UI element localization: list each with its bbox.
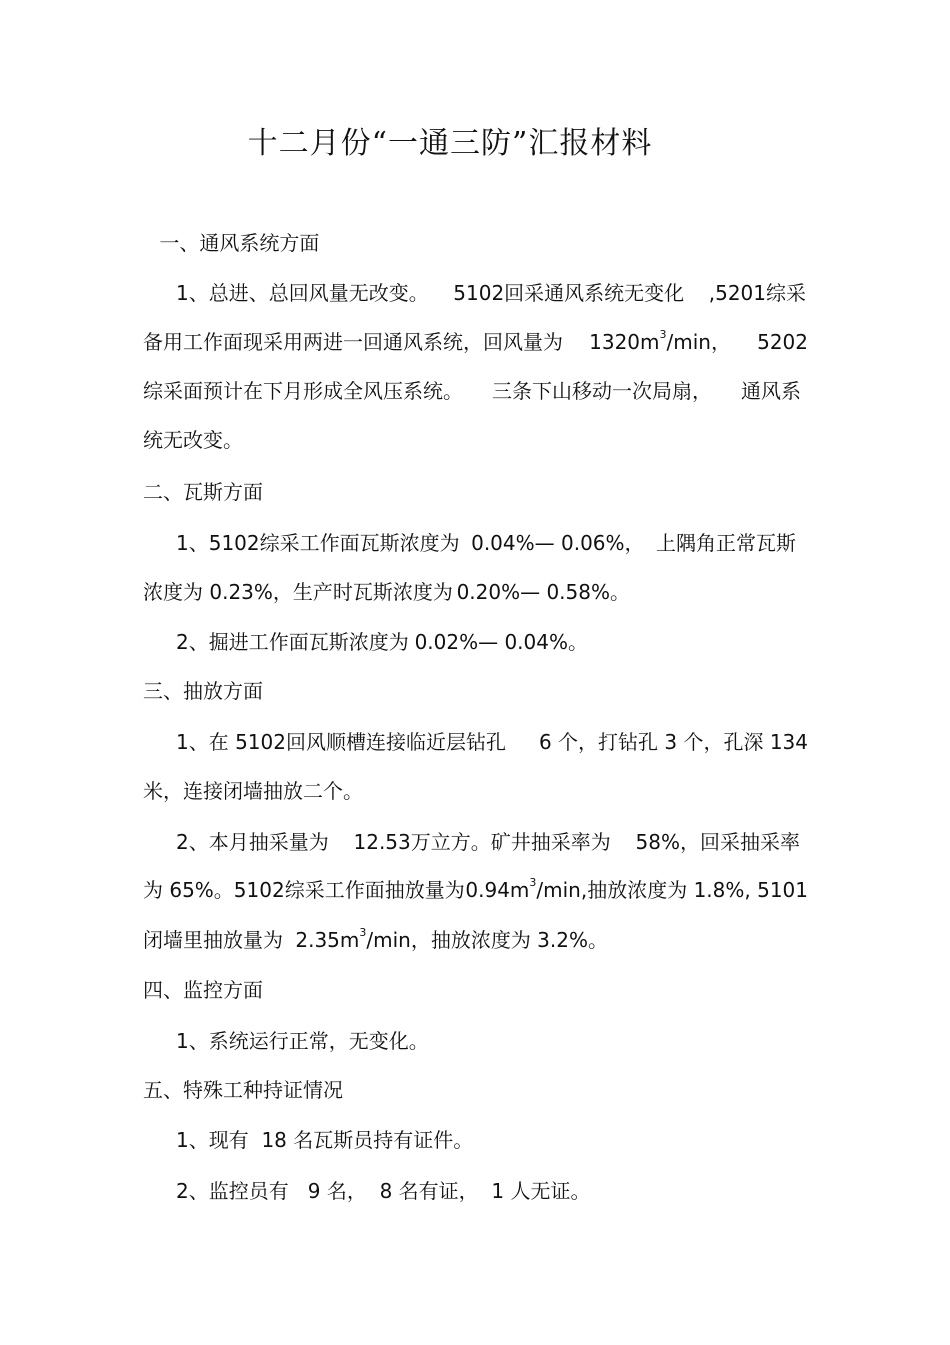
paragraph-line: 1、现有 18 名瓦斯员持有证件。: [176, 1128, 474, 1152]
section-heading-ventilation: 一、通风系统方面: [153, 231, 320, 255]
text-segment: 12.53万立方。矿井抽采率为: [353, 830, 611, 854]
paragraph-line: 米，连接闭墙抽放二个。: [143, 779, 363, 803]
paragraph-line: [143, 376, 801, 406]
text-segment: 5102回采通风系统无变化: [453, 281, 685, 305]
text-segment: 为 65%。5102综采工作面抽放量为: [143, 878, 465, 902]
text-segment: 0.02%— 0.04%。: [414, 630, 588, 654]
paragraph-line: [143, 327, 808, 357]
text-segment: 0.04%— 0.06%，: [471, 531, 645, 555]
paragraph-line: 1、系统运行正常，无变化。: [176, 1029, 429, 1053]
section-heading-certification: 五、特殊工种持证情况: [143, 1078, 343, 1102]
document-title: 十二月份“一通三防”汇报材料: [247, 126, 653, 161]
text-segment: 2、本月抽采量为: [176, 830, 329, 854]
paragraph-line: [176, 627, 588, 657]
text-segment: 综采面预计在下月形成全风压系统。: [143, 379, 463, 403]
airflow-value: $1320m^3/\min$，: [589, 328, 731, 354]
text-segment: 2、掘进工作面瓦斯浓度为: [176, 630, 409, 654]
text-segment: 三条下山移动一次局扇，: [492, 379, 712, 403]
text-segment: 1、总进、总回风量无改变。: [176, 281, 429, 305]
text-segment: 0.20%— 0.58%。: [456, 580, 630, 604]
text-segment: 备用工作面现采用两进一回通风系统，回风量为: [143, 330, 563, 354]
section-heading-monitoring: 四、监控方面: [143, 978, 263, 1002]
section-heading-gas: 二、瓦斯方面: [143, 480, 263, 504]
paragraph-line: 2、监控员有 9 名， 8 名有证， 1 人无证。: [176, 1179, 591, 1203]
drainage-value: $2.35m^3/\min$，抽放浓度为 3.2%。: [295, 926, 608, 952]
text-segment: 浓度为 0.23%，生产时瓦斯浓度为: [143, 580, 453, 604]
paragraph-line: [176, 278, 806, 308]
drainage-value: $0.94m^3/\min$,抽放浓度为 1.8%, 5101: [465, 876, 808, 902]
paragraph-line: [143, 925, 608, 955]
text-segment: 1、在 5102回风顺槽连接临近层钻孔: [176, 730, 506, 754]
text-segment: 上隅角正常瓦斯: [656, 531, 796, 555]
paragraph-line: [176, 528, 796, 558]
paragraph-line: [176, 827, 800, 857]
section-heading-drainage: 三、抽放方面: [143, 679, 263, 703]
text-segment: 通风系: [741, 379, 801, 403]
paragraph-line: [176, 727, 808, 757]
paragraph-line: 统无改变。: [143, 428, 243, 452]
paragraph-line: [143, 577, 630, 607]
text-segment: 6 个，打钻孔 3 个，孔深 134: [538, 730, 808, 754]
text-segment: 5202: [757, 330, 808, 354]
text-segment: 闭墙里抽放量为: [143, 928, 283, 952]
text-segment: 1、5102综采工作面瓦斯浓度为: [176, 531, 460, 555]
text-segment: 58%，回采抽采率: [635, 830, 800, 854]
paragraph-line: [143, 875, 808, 905]
text-segment: ,5201综采: [708, 281, 806, 305]
